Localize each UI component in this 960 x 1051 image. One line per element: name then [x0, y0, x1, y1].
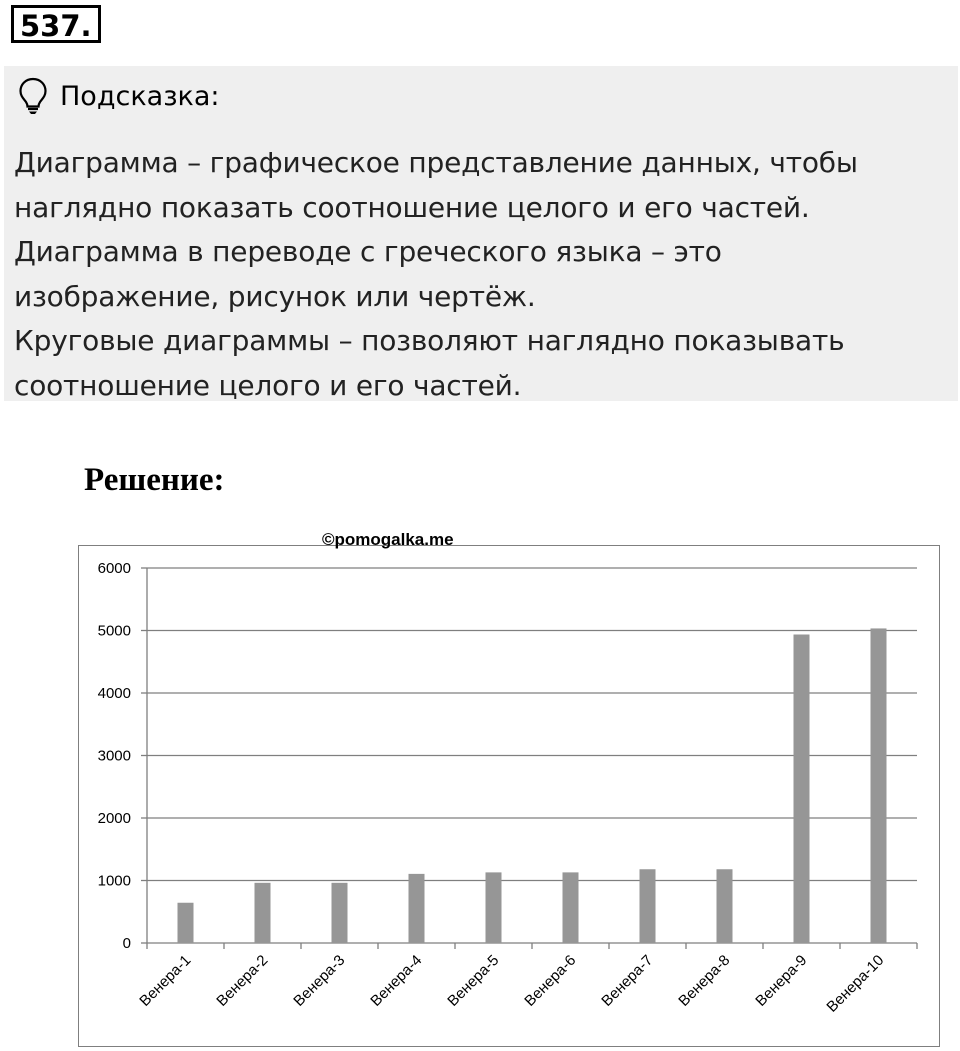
x-tick-label: Венера-4: [367, 951, 426, 1010]
bar: [255, 883, 271, 943]
watermark: ©pomogalka.me: [322, 530, 454, 549]
x-tick-label: Венера-7: [598, 951, 657, 1010]
hint-title: Подсказка:: [60, 80, 220, 112]
y-tick-label: 3000: [97, 747, 131, 765]
y-tick-label: 2000: [97, 810, 131, 827]
y-tick-label: 5000: [97, 622, 131, 640]
hint-line: Круговые диаграммы – позволяют наглядно показывать: [14, 324, 845, 357]
y-tick-label: 6000: [97, 560, 131, 577]
x-tick-label: Венера-10: [823, 951, 888, 1016]
x-tick-label: Венера-2: [213, 951, 272, 1010]
x-tick-label: Венера-3: [290, 951, 349, 1010]
bar: [717, 869, 733, 943]
y-tick-label: 1000: [97, 872, 131, 890]
bar: [640, 869, 656, 943]
x-tick-label: Венера-8: [675, 951, 734, 1010]
bar: [332, 883, 348, 943]
bar: [871, 628, 887, 943]
bar: [794, 635, 810, 944]
hint-line: соотношение целого и его частей.: [14, 368, 522, 402]
bar: [486, 872, 502, 943]
bar: [178, 903, 194, 943]
x-tick-label: Венера-9: [752, 951, 811, 1010]
hint-line: наглядно показать соотношение целого и его частей.: [14, 190, 810, 224]
hint-line: изображение, рисунок или чертёж.: [14, 279, 536, 313]
x-tick-label: Венера-1: [136, 951, 195, 1010]
hint-line: Диаграмма в переводе с греческого языка – это: [14, 235, 722, 268]
y-tick-label: 0: [122, 935, 131, 952]
y-tick-label: 4000: [97, 685, 131, 702]
hint-line: Диаграмма – графическое представление данных, чтобы: [14, 146, 858, 179]
bar: [563, 872, 579, 943]
task-number: 537.: [11, 5, 101, 43]
x-tick-label: Венера-6: [521, 951, 580, 1010]
solution-title: Решение:: [84, 462, 225, 498]
bar: [409, 874, 425, 943]
x-tick-label: Венера-5: [444, 951, 503, 1010]
